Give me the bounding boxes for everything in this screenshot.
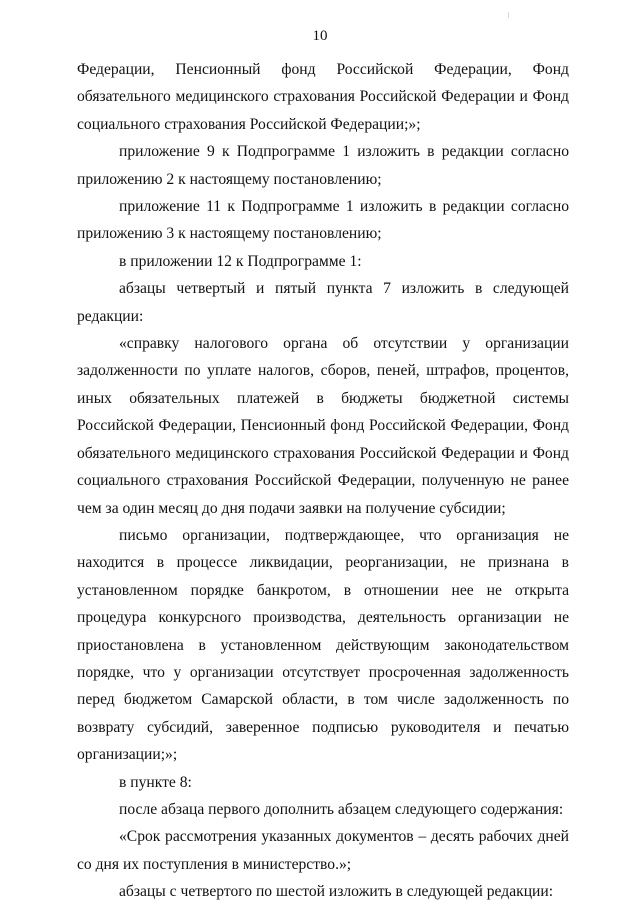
paragraph-continuation: Федерации, Пенсионный фонд Российской Федерации, Фонд обязательного медицинского страхования Российской Федерации и Фонд социального страхования Российской Федерации;»; [77,61,569,133]
paragraph-organization-letter: письмо организации, подтверждающее, что организация не находится в процессе ликвидации, реорганизации, не признана в установленном порядке банкротом, в отношении нее не открыта процедура конкурсного производства, деятельность организации не приостановлена в установленном действующим законодательством порядке, что у организации отсутствует просроченная задолженность перед бюджетом Самарской области, в том числе задолженность по возврату субсидий, заверенное подписью руководителя и печатью организации;»; [77,526,569,764]
paragraph-review-period: «Срок рассмотрения указанных документов – десять рабочих дней со дня их поступления в министерство.»; [77,828,569,873]
paragraph-replace-4-6: абзацы с четвертого по шестой изложить в следующей редакции: [119,883,554,901]
paragraph-add-after-first: после абзаца первого дополнить абзацем следующего содержания: [119,800,564,818]
document-body [77,56,569,906]
paragraph-appendix-12-intro: в приложении 12 к Подпрограмме 1: [119,252,362,270]
paragraph-clause-8: в пункте 8: [119,773,192,791]
paragraph-appendix-11: приложение 11 к Подпрограмме 1 изложить в редакции согласно приложению 3 к настоящему постановлению; [77,198,569,243]
paragraph-tax-certificate: «справку налогового органа об отсутствии у организации задолженности по уплате налогов, сборов, пеней, штрафов, процентов, иных обязательных платежей в бюджеты бюджетной системы Российской Федерации, Пенсионный фонд Российской Федерации, Фонд обязательного медицинского страхования Российской Федерации и Фонд социального страхования Российской Федерации, полученную не ранее чем за один месяц до дня подачи заявки на получение субсидии; [77,335,569,517]
paragraph-clause-7: абзацы четвертый и пятый пункта 7 изложить в следующей редакции: [77,280,569,325]
page-number: 10 [312,28,328,44]
paragraph-appendix-9: приложение 9 к Подпрограмме 1 изложить в редакции согласно приложению 2 к настоящему постановлению; [77,143,569,188]
scan-mark [508,12,509,18]
